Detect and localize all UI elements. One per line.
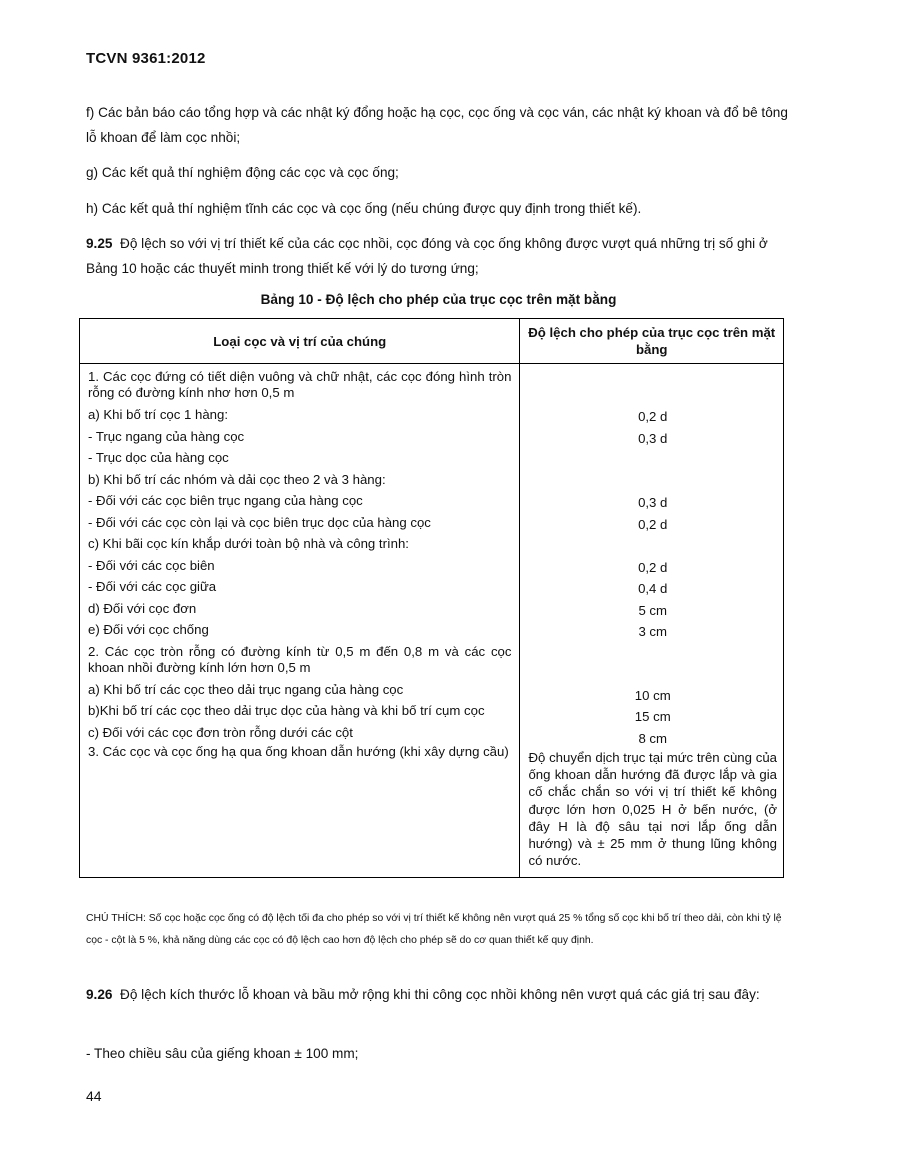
clause-number: 9.26 xyxy=(86,987,113,1002)
deviation-value: 0,2 d xyxy=(638,409,668,424)
pile-type-cell xyxy=(80,364,520,878)
bullet-depth: - Theo chiều sâu của giếng khoan ± 100 mm; xyxy=(86,1046,359,1061)
table-header-row xyxy=(80,319,784,364)
deviation-cell xyxy=(520,364,784,878)
list-item: a) Khi bố trí các cọc theo dải trục ngang của hàng cọc xyxy=(88,681,404,697)
table-row xyxy=(80,364,784,878)
list-item: - Đối với các cọc giữa xyxy=(88,579,217,594)
deviation-value: 0,2 d xyxy=(638,559,668,575)
list-item: b)Khi bố trí các cọc theo dải trục dọc của hàng và khi bố trí cụm cọc xyxy=(88,703,485,718)
column-header-pile-type: Loại cọc và vị trí của chúng xyxy=(80,319,520,364)
list-item: c) Khi bãi cọc kín khắp dưới toàn bộ nhà và công trình: xyxy=(88,536,409,551)
paragraph-g: g) Các kết quả thí nghiệm động các cọc và cọc ống; xyxy=(86,165,399,180)
deviation-value: 0,3 d xyxy=(638,430,668,446)
deviation-value: 15 cm xyxy=(634,709,671,724)
list-item: 3. Các cọc và cọc ống hạ qua ống khoan dẫn hướng (khi xây dựng cầu) xyxy=(88,743,509,759)
table-caption: Bảng 10 - Độ lệch cho phép của trục cọc trên mặt bằng xyxy=(260,292,617,307)
deviation-value: 5 cm xyxy=(638,602,668,618)
paragraph-f: f) Các bản báo cáo tổng hợp và các nhật ký đổng hoặc hạ cọc, cọc ống và cọc ván, các nhật ký khoan và đổ bê tông lỗ khoan để làm cọc nhồi; xyxy=(86,105,788,145)
deviation-value: 8 cm xyxy=(638,730,668,746)
clause-text: Độ lệch kích thước lỗ khoan và bầu mở rộng khi thi công cọc nhồi không nên vượt quá các giá trị sau đây: xyxy=(120,987,760,1002)
page-number: 44 xyxy=(86,1088,102,1104)
list-item: 2. Các cọc tròn rỗng có đường kính từ 0,5 m đến 0,8 m và các cọc khoan nhồi đường kính lớn hơn 0,5 m xyxy=(88,643,512,675)
list-item: - Đối với các cọc biên trục ngang của hàng cọc xyxy=(88,493,363,508)
deviation-value: 0,2 d xyxy=(638,516,668,532)
deviation-value: 3 cm xyxy=(638,624,668,639)
deviation-note: Độ chuyển dịch trục tại mức trên cùng của ống khoan dẫn hướng đã được lắp và gia cố chắc chắn so với vị trí thiết kế không được lớn hơn 0,025 H ở bến nước, (ở đây H là độ sâu tại nơi lắp ống dẫn hướng) và ± 25 mm ở thung lũng không có nước. xyxy=(528,750,777,869)
list-item: - Đối với các cọc biên xyxy=(88,557,215,573)
clause-number: 9.25 xyxy=(86,236,113,251)
list-item: - Đối với các cọc còn lại và cọc biên trục dọc của hàng cọc xyxy=(88,514,431,530)
list-item: - Trục ngang của hàng cọc xyxy=(88,428,245,444)
list-item: e) Đối với cọc chống xyxy=(88,622,209,637)
deviation-value: 0,4 d xyxy=(638,581,668,596)
clause-text: Độ lệch so với vị trí thiết kế của các cọc nhồi, cọc đóng và cọc ống không được vượt quá những trị số ghi ở Bảng 10 hoặc các thuyết minh trong thiết kế với lý do tương ứng; xyxy=(86,236,768,276)
standard-header: TCVN 9361:2012 xyxy=(86,50,206,67)
list-item: - Trục dọc của hàng cọc xyxy=(88,450,229,465)
list-item: c) Đối với các cọc đơn tròn rỗng dưới các cột xyxy=(88,725,353,740)
paragraph-9-25 xyxy=(86,231,791,281)
table-note: CHÚ THÍCH: Số cọc hoặc cọc ống có độ lệch tối đa cho phép so với vị trí thiết kế không nên vượt quá 25 % tổng số cọc khi bố trí theo dải, còn khi tỷ lệ cọc - cột là 5 %, khả năng dùng các cọc có độ lệch cao hơn độ lệch cho phép sẽ do cơ quan thiết kế quy định. xyxy=(86,913,782,946)
paragraph-9-26 xyxy=(86,982,791,1007)
list-item: 1. Các cọc đứng có tiết diện vuông và chữ nhật, các cọc đóng hình tròn rỗng có đường kính nhơ hơn 0,5 m xyxy=(88,369,512,400)
list-item: b) Khi bố trí các nhóm và dải cọc theo 2 và 3 hàng: xyxy=(88,471,386,487)
paragraph-h: h) Các kết quả thí nghiệm tĩnh các cọc và cọc ống (nếu chúng được quy định trong thiết kế). xyxy=(86,201,642,216)
deviation-value: 10 cm xyxy=(634,687,671,703)
deviation-table xyxy=(79,318,784,878)
deviation-value: 0,3 d xyxy=(638,495,668,510)
list-item: d) Đối với cọc đơn xyxy=(88,600,197,616)
list-item: a) Khi bố trí cọc 1 hàng: xyxy=(88,407,229,422)
column-header-deviation: Độ lệch cho phép của trục cọc trên mặt bằng xyxy=(520,319,784,364)
